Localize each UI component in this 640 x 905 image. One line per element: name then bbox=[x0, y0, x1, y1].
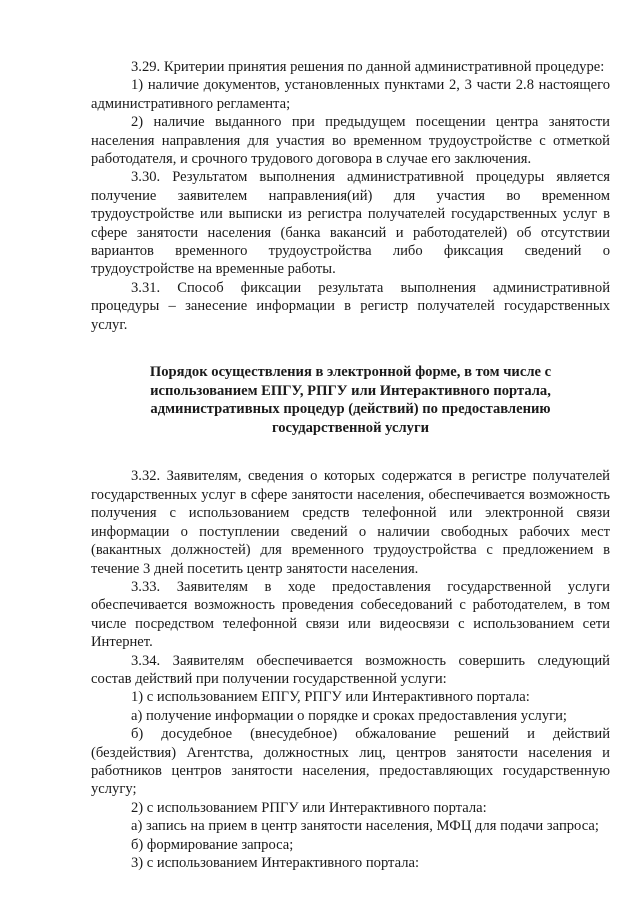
section-heading bbox=[91, 363, 610, 437]
paragraph-3-34-item-2: 2) с использованием РПГУ или Интерактивного портала: bbox=[131, 799, 487, 816]
paragraph-3-34-item-2b: б) формирование запроса; bbox=[131, 836, 294, 853]
paragraph-3-34-item-1a: а) получение информации о порядке и сроках предоставления услуги; bbox=[131, 707, 567, 724]
paragraph-3-34-item-2a: а) запись на прием в центр занятости населения, МФЦ для подачи запроса; bbox=[131, 818, 599, 835]
paragraph-3-32: 3.32. Заявителям, сведения о которых содержатся в регистре получателей государственных услуг в сфере занятости населения, обеспечивается возможность получения с использованием средств телефонной или электронной связи информации о поступлении сведений о наличии свободных рабочих мест (вакантных должностей) для временного трудоустройства с предложением в течение 3 дней посетить центр занятости населения. bbox=[91, 468, 610, 577]
paragraph-3-34-item-3: 3) с использованием Интерактивного портала: bbox=[131, 855, 420, 871]
section-heading-line: Порядок осуществления в электронной форме, в том числе с bbox=[149, 364, 552, 381]
paragraph-3-31: 3.31. Способ фиксации результата выполнения административной процедуры – занесение информации в регистр получателей государственных услуг. bbox=[91, 279, 610, 333]
paragraph-3-29-item-2: 2) наличие выданного при предыдущем посещении центра занятости населения направления для участия во временном трудоустройстве с отметкой работодателя, и срочного трудового договора в случае его заключения. bbox=[91, 114, 610, 168]
paragraph-3-34: 3.34. Заявителям обеспечивается возможность совершить следующий состав действий при получении государственной услуги: bbox=[91, 652, 610, 687]
paragraph-3-34-item-1b: б) досудебное (внесудебное) обжалование решений и действий (бездействия) Агентства, должностных лиц, центров занятости населения и работников центров занятости населения, предоставляющих государственную услугу; bbox=[91, 726, 610, 798]
section-heading-line: государственной услуги bbox=[271, 419, 430, 436]
section-heading-line: использованием ЕПГУ, РПГУ или Интерактивного портала, bbox=[150, 382, 551, 399]
paragraph-3-34-item-1: 1) с использованием ЕПГУ, РПГУ или Интерактивного портала: bbox=[131, 689, 530, 706]
section-heading-line: административных процедур (действий) по предоставлению bbox=[150, 401, 551, 418]
paragraph-3-33: 3.33. Заявителям в ходе предоставления государственной услуги обеспечивается возможность проведения собеседований с работодателем, в том числе посредством телефонной связи или видеосвязи с использованием сети Интернет. bbox=[91, 578, 610, 651]
paragraph-3-29: 3.29. Критерии принятия решения по данной административной процедуре: bbox=[131, 59, 605, 75]
paragraph-3-30: 3.30. Результатом выполнения административной процедуры является получение заявителем направления(ий) для участия во временном трудоустройстве или выписки из регистра получателей государственных услуг в сфере занятости населения (банка вакансий и работодателей) об отсутствии вариантов временного трудоустройства либо фиксация сведений о трудоустройстве на временные работы. bbox=[91, 169, 610, 278]
paragraph-3-29-item-1: 1) наличие документов, установленных пунктами 2, 3 части 2.8 настоящего административного регламента; bbox=[91, 77, 610, 112]
